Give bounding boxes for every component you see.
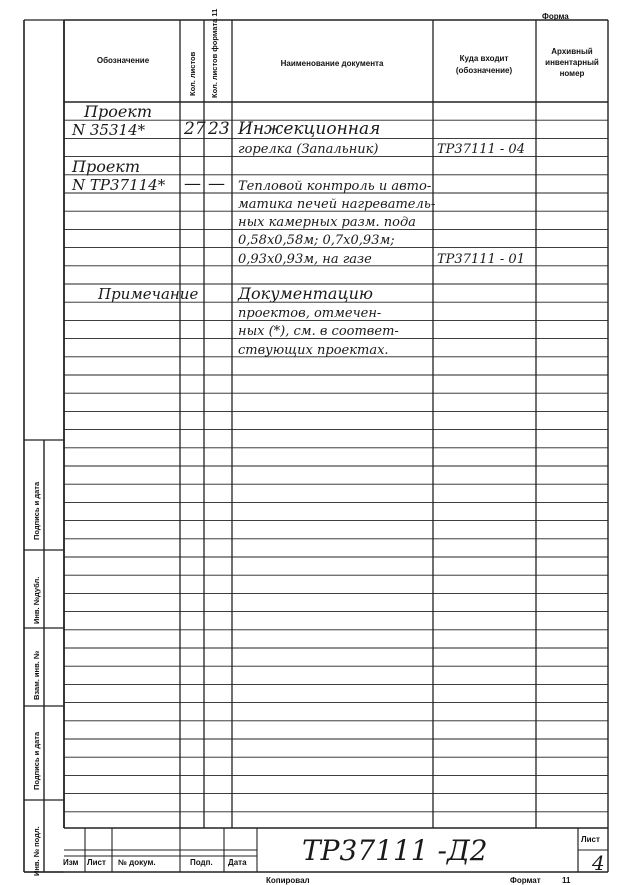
- header-archive-3: номер: [559, 69, 585, 78]
- header-archive-2: инвентарный: [545, 58, 599, 67]
- title-doc-no: № докум.: [118, 858, 156, 867]
- title-doc-code: ТР37111 -Д2: [302, 834, 488, 867]
- cell-sheets: —: [184, 173, 201, 194]
- cell-sheets-format: —: [208, 173, 225, 194]
- cell-name: 0,93х0,93м, на газе: [238, 251, 372, 267]
- cell-name: 0,58х0,58м; 0,7х0,93м;: [238, 233, 395, 249]
- side-label-vzam-inv: Взам. инв. №: [32, 650, 41, 700]
- side-label-inv-podl: Инв. № подл.: [32, 826, 41, 876]
- side-label-sign-date-2: Подпись и дата: [32, 731, 41, 790]
- cell-name: матика печей нагреватель-: [238, 197, 436, 212]
- header-sheet-count: Кол. листов: [188, 51, 197, 96]
- cell-name: ных камерных разм. пода: [238, 215, 416, 231]
- cell-used-in: ТР37111 - 01: [437, 251, 525, 267]
- side-label-inv-dubl: Инв. №дубл.: [32, 576, 41, 624]
- cell-designation: N ТР37114*: [72, 175, 166, 194]
- cell-name: Документацию: [238, 284, 374, 303]
- cell-sheets-format: 23: [208, 119, 230, 140]
- cell-name: ных (*), см. в соответ-: [238, 324, 399, 340]
- cell-designation: N 35314*: [72, 121, 146, 140]
- cell-name: проектов, отмечен-: [238, 306, 382, 322]
- cell-name: горелка (Запальник): [238, 142, 379, 158]
- cell-designation: Проект: [72, 156, 141, 176]
- title-date: Дата: [228, 858, 247, 867]
- cell-designation: Проект: [84, 102, 153, 121]
- header-designation: Обозначение: [96, 56, 150, 65]
- title-sheet-number: 4: [592, 851, 605, 875]
- header-used-in-1: Куда входит: [459, 54, 509, 63]
- copied-label: Копировал: [266, 876, 310, 885]
- cell-name: ствующих проектах.: [238, 342, 389, 358]
- cell-used-in: ТР37111 - 04: [437, 142, 525, 158]
- cell-name: Инжекционная: [238, 119, 381, 140]
- format-number: 11: [562, 876, 571, 885]
- title-podp: Подп.: [190, 858, 213, 867]
- side-label-sign-date-1: Подпись и дата: [32, 481, 41, 540]
- header-used-in-2: (обозначение): [455, 66, 513, 75]
- header-doc-name: Наименование документа: [280, 59, 384, 68]
- form-top-label: Форма: [542, 12, 569, 21]
- title-sheet-label: Лист: [581, 835, 600, 844]
- cell-name: Тепловой контроль и авто-: [238, 178, 432, 194]
- header-archive-1: Архивный: [551, 47, 593, 56]
- format-label: Формат: [510, 876, 541, 885]
- title-list: Лист: [87, 858, 106, 867]
- title-izm: Изм: [63, 858, 79, 867]
- header-sheet-count-format: Кол. листов формата 11: [210, 8, 219, 98]
- cell-sheets: 27: [184, 119, 206, 140]
- cell-designation: Примечание: [98, 285, 199, 303]
